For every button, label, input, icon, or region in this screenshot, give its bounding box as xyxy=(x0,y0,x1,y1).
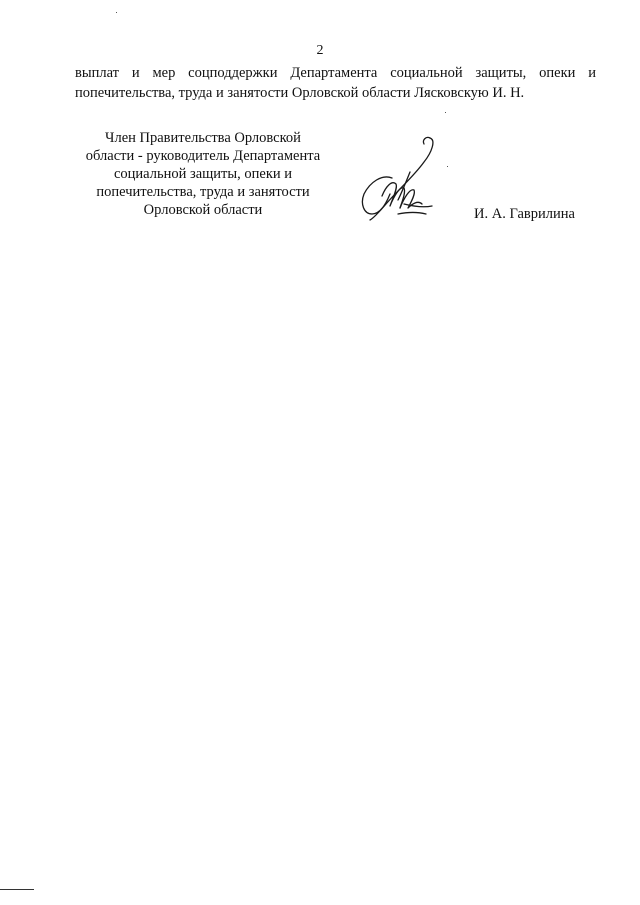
scan-speck xyxy=(116,12,117,13)
page-number: 2 xyxy=(316,43,324,58)
body-line-2: попечительства, труда и занятости Орловской области Лясковскую И. Н. xyxy=(75,85,525,101)
signer-title-line: Член Правительства Орловской xyxy=(105,130,301,146)
body-line-1: выплат и мер соцподдержки Департамента социальной защиты, опеки и xyxy=(75,65,596,81)
signer-title-line: социальной защиты, опеки и xyxy=(113,166,293,182)
signer-title-line: Орловской области xyxy=(143,202,263,218)
body-paragraph xyxy=(75,63,596,103)
signer-title-line: области - руководитель Департамента xyxy=(85,148,321,164)
signer-position-title xyxy=(55,129,351,219)
handwritten-signature xyxy=(352,134,448,226)
footer-rule xyxy=(0,889,34,890)
signer-title-line: попечительства, труда и занятости xyxy=(96,184,310,200)
signer-name: И. А. Гаврилина xyxy=(474,206,575,222)
scan-speck xyxy=(445,112,446,113)
scan-speck xyxy=(447,166,448,167)
